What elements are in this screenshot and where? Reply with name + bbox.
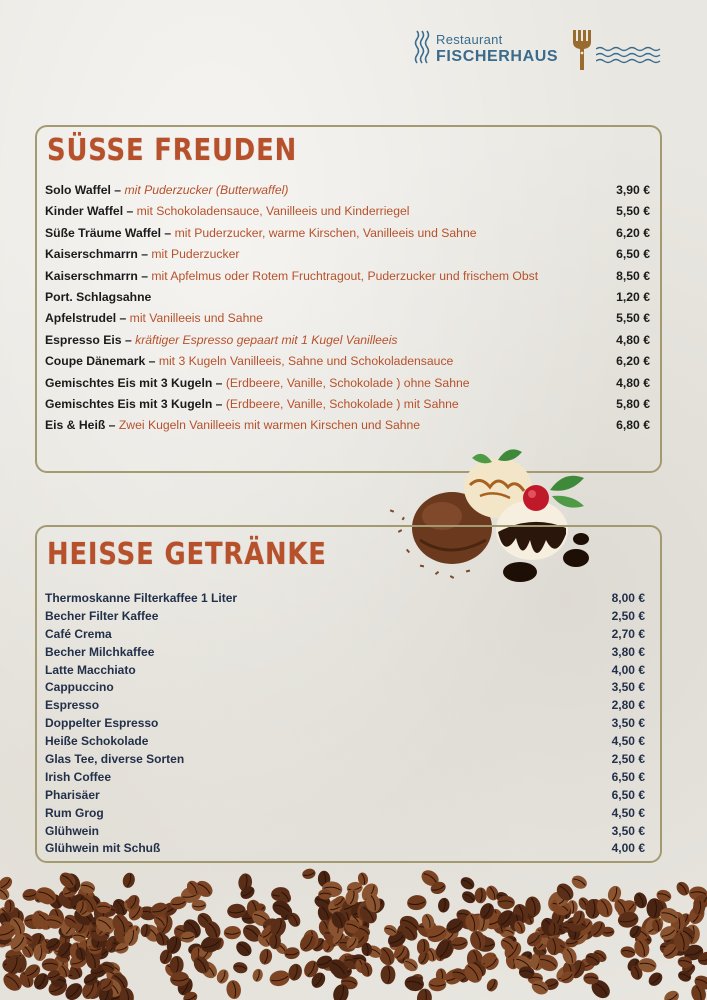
menu-item-name: Coupe Dänemark bbox=[45, 354, 146, 369]
coffee-bean bbox=[301, 867, 316, 880]
menu-item-price: 3,90 € bbox=[616, 183, 650, 197]
coffee-bean bbox=[223, 926, 241, 940]
menu-item bbox=[45, 662, 645, 680]
menu-item-price: 8,00 € bbox=[611, 591, 645, 605]
coffee-bean bbox=[233, 938, 254, 959]
menu-item bbox=[45, 769, 645, 787]
coffee-bean bbox=[381, 965, 396, 984]
menu-item-description: mit Puderzucker bbox=[151, 247, 240, 262]
menu-item-description: mit 3 Kugeln Vanilleeis, Sahne und Schokoladensauce bbox=[158, 354, 454, 369]
menu-item-name: Glühwein mit Schuß bbox=[45, 841, 161, 856]
menu-item-name: Irish Coffee bbox=[45, 769, 112, 784]
coffee-bean bbox=[620, 945, 637, 959]
menu-item-price: 5,80 € bbox=[616, 397, 650, 412]
menu-item bbox=[45, 266, 650, 287]
coffee-bean bbox=[268, 968, 291, 988]
menu-item-price: 5,50 € bbox=[616, 204, 650, 219]
menu-item bbox=[45, 590, 645, 608]
coffee-bean bbox=[646, 970, 665, 989]
menu-item-name: Kaiserschmarrn bbox=[45, 247, 138, 262]
menu-item-price: 2,50 € bbox=[611, 608, 645, 623]
menu-item-name: Apfelstrudel bbox=[45, 311, 117, 326]
coffee-bean bbox=[225, 979, 242, 1000]
menu-item-separator: – bbox=[137, 268, 152, 283]
menu-item-price: 2,70 € bbox=[611, 626, 645, 641]
coffee-beans-illustration bbox=[0, 860, 707, 1000]
coffee-bean bbox=[485, 977, 501, 994]
menu-item bbox=[45, 840, 645, 858]
menu-item-separator: – bbox=[212, 397, 226, 412]
menu-item-separator: – bbox=[110, 183, 125, 197]
menu-item-price: 4,50 € bbox=[611, 734, 645, 749]
menu-item bbox=[45, 823, 645, 841]
menu-item-price: 3,50 € bbox=[611, 680, 645, 695]
coffee-bean bbox=[569, 873, 589, 891]
coffee-bean bbox=[406, 894, 427, 911]
menu-item-name: Becher Filter Kaffee bbox=[45, 608, 159, 623]
coffee-bean bbox=[460, 889, 478, 906]
coffee-bean bbox=[232, 961, 248, 975]
menu-item-name: Heiße Schokolade bbox=[45, 734, 149, 749]
menu-item-description: mit Schokoladensauce, Vanilleeis und Kinderriegel bbox=[136, 204, 410, 219]
menu-item-name: Glas Tee, diverse Sorten bbox=[45, 752, 185, 767]
menu-item-name: Kaiserschmarrn bbox=[45, 268, 138, 283]
menu-item-price: 8,50 € bbox=[616, 268, 650, 283]
waves-icon bbox=[596, 46, 662, 64]
menu-item-name: Kinder Waffel bbox=[45, 204, 124, 219]
menu-item-name: Doppelter Espresso bbox=[45, 716, 159, 731]
menu-item-price: 6,50 € bbox=[616, 247, 650, 262]
drinks-panel bbox=[35, 525, 662, 863]
menu-item-name: Gemischtes Eis mit 3 Kugeln bbox=[45, 397, 213, 412]
coffee-bean bbox=[258, 948, 273, 966]
menu-item bbox=[45, 608, 645, 626]
coffee-bean bbox=[121, 871, 136, 889]
menu-item-name: Becher Milchkaffee bbox=[45, 644, 155, 659]
menu-item-description: (Erdbeere, Vanille, Schokolade ) mit Sahne bbox=[225, 397, 459, 412]
menu-item bbox=[45, 201, 650, 222]
menu-item-price: 4,80 € bbox=[616, 332, 650, 347]
waves-icon bbox=[414, 30, 430, 66]
menu-item-description: mit Puderzucker (Butterwaffel) bbox=[124, 183, 289, 197]
logo-text-name: FISCHERHAUS bbox=[436, 48, 559, 65]
menu-item bbox=[45, 679, 645, 697]
menu-item-price: 5,50 € bbox=[616, 311, 650, 326]
restaurant-logo bbox=[414, 28, 664, 72]
coffee-bean bbox=[215, 968, 231, 986]
menu-item-separator: – bbox=[105, 418, 119, 433]
coffee-bean bbox=[251, 968, 264, 983]
coffee-bean bbox=[549, 922, 559, 935]
menu-item-price: 6,80 € bbox=[616, 418, 650, 433]
coffee-bean bbox=[662, 988, 681, 1000]
menu-item bbox=[45, 626, 645, 644]
coffee-bean bbox=[437, 897, 450, 913]
menu-item-price: 3,80 € bbox=[611, 644, 645, 659]
menu-item-separator: – bbox=[137, 247, 152, 262]
menu-item-separator: – bbox=[145, 354, 159, 369]
menu-item bbox=[45, 697, 645, 715]
menu-item-description: mit Vanilleeis und Sahne bbox=[129, 311, 263, 326]
drinks-list bbox=[45, 590, 645, 858]
menu-item bbox=[45, 715, 645, 733]
menu-item-separator: – bbox=[161, 225, 175, 240]
menu-item bbox=[45, 308, 650, 329]
menu-item-name: Pharisäer bbox=[45, 787, 100, 802]
menu-item-name: Cappuccino bbox=[45, 680, 114, 695]
sweets-list bbox=[45, 180, 650, 437]
menu-item bbox=[45, 244, 650, 265]
menu-item-price: 4,50 € bbox=[611, 805, 645, 820]
menu-item-name: Latte Macchiato bbox=[45, 662, 136, 677]
menu-item-name: Espresso Eis bbox=[45, 332, 122, 347]
menu-item-name: Glühwein bbox=[45, 823, 99, 838]
coffee-bean bbox=[674, 879, 692, 898]
menu-item-separator: – bbox=[121, 332, 136, 347]
menu-item bbox=[45, 805, 645, 823]
menu-item bbox=[45, 287, 650, 308]
menu-item-separator: – bbox=[212, 375, 226, 390]
menu-item-price: 6,50 € bbox=[611, 787, 645, 802]
coffee-bean bbox=[458, 875, 476, 892]
fork-icon bbox=[570, 28, 594, 72]
menu-item bbox=[45, 330, 650, 351]
menu-item bbox=[45, 351, 650, 372]
menu-item-name: Solo Waffel bbox=[45, 183, 111, 197]
menu-item-name: Gemischtes Eis mit 3 Kugeln bbox=[45, 375, 213, 390]
menu-item bbox=[45, 733, 645, 751]
menu-item-description: kräftiger Espresso gepaart mit 1 Kugel Vanilleeis bbox=[135, 332, 398, 347]
section-title-sweets: SÜSSE FREUDEN bbox=[47, 133, 298, 168]
menu-item-description: Zwei Kugeln Vanilleeis mit warmen Kirschen und Sahne bbox=[118, 418, 421, 433]
menu-item-price: 4,00 € bbox=[611, 841, 645, 856]
section-title-drinks: HEISSE GETRÄNKE bbox=[47, 537, 327, 572]
menu-item bbox=[45, 394, 650, 415]
menu-item bbox=[45, 180, 650, 201]
coffee-bean bbox=[474, 887, 487, 903]
menu-item bbox=[45, 751, 645, 769]
menu-item-name: Rum Grog bbox=[45, 805, 104, 820]
menu-item-description: mit Puderzucker, warme Kirschen, Vanilleeis und Sahne bbox=[174, 225, 477, 240]
menu-item-separator: – bbox=[123, 204, 137, 219]
menu-item bbox=[45, 415, 650, 436]
menu-item-name: Eis & Heiß bbox=[45, 418, 106, 433]
menu-item bbox=[45, 644, 645, 662]
menu-item-price: 3,50 € bbox=[611, 716, 645, 731]
menu-item-price: 4,00 € bbox=[611, 662, 645, 677]
menu-item-price: 3,50 € bbox=[611, 823, 645, 838]
menu-item bbox=[45, 223, 650, 244]
menu-item-price: 2,80 € bbox=[611, 698, 645, 713]
menu-item-price: 2,50 € bbox=[611, 752, 645, 767]
menu-item-name: Süße Träume Waffel bbox=[45, 225, 162, 240]
menu-item-price: 6,20 € bbox=[616, 225, 650, 240]
menu-item-price: 4,80 € bbox=[616, 375, 650, 390]
menu-item-name: Thermoskanne Filterkaffee 1 Liter bbox=[45, 591, 238, 605]
menu-item-description: mit Apfelmus oder Rotem Fruchtragout, Puderzucker und frischem Obst bbox=[151, 268, 539, 283]
menu-item-price: 6,20 € bbox=[616, 354, 650, 369]
coffee-bean bbox=[318, 889, 332, 899]
menu-item-separator: – bbox=[116, 311, 130, 326]
menu-item bbox=[45, 373, 650, 394]
menu-item-name: Port. Schlagsahne bbox=[45, 290, 152, 305]
menu-item-name: Café Crema bbox=[45, 626, 112, 641]
menu-item-price: 1,20 € bbox=[616, 290, 650, 305]
menu-item bbox=[45, 787, 645, 805]
sweets-panel bbox=[35, 125, 662, 473]
logo-text-restaurant: Restaurant bbox=[436, 32, 503, 47]
menu-item-name: Espresso bbox=[45, 698, 100, 713]
menu-item-price: 6,50 € bbox=[611, 769, 645, 784]
menu-item-description: (Erdbeere, Vanille, Schokolade ) ohne Sahne bbox=[225, 375, 470, 390]
